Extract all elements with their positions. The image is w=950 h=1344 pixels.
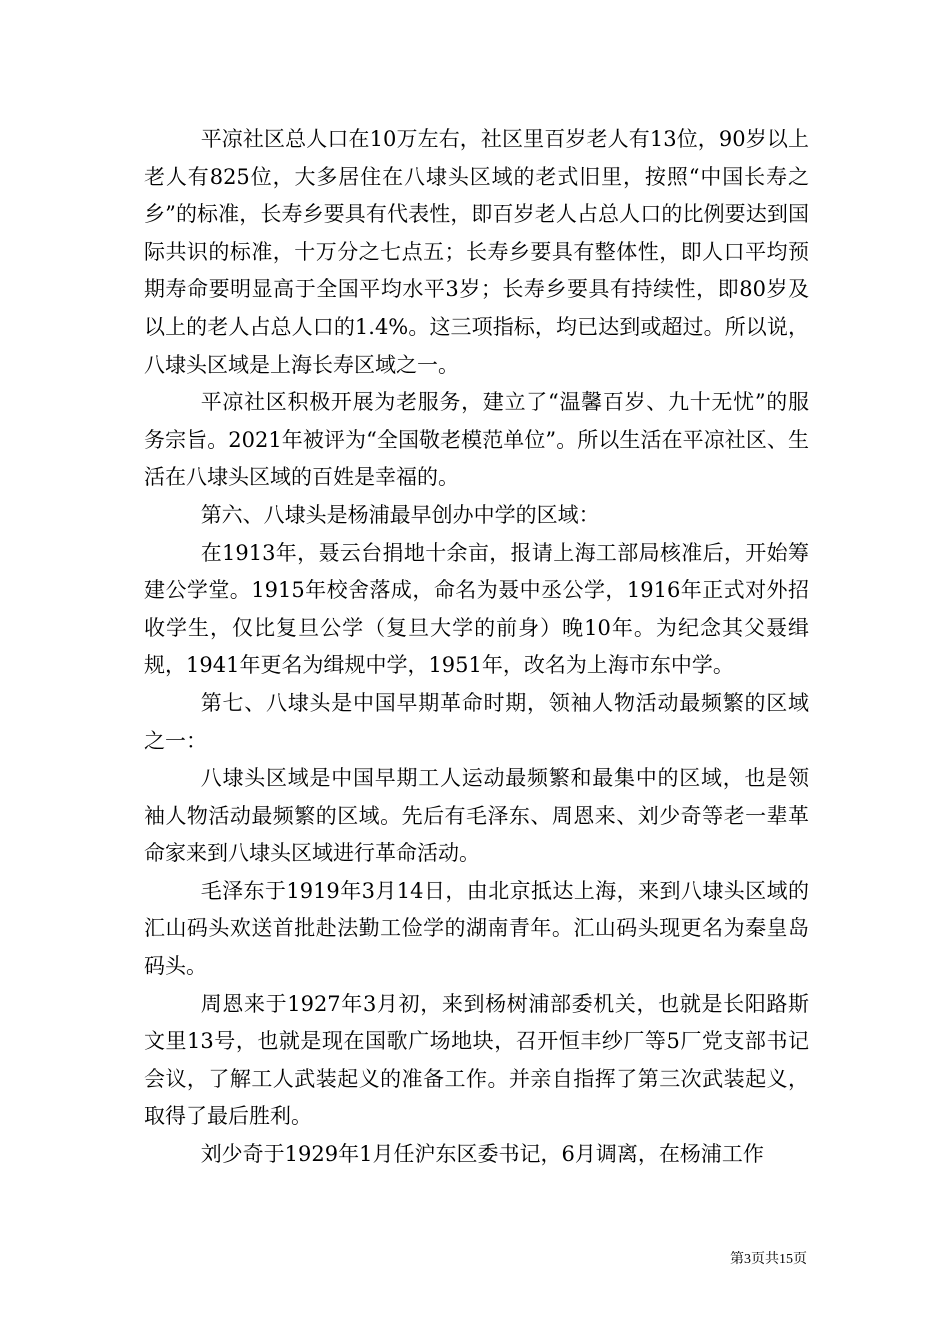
page-number-middle: 页共 [751,1251,779,1267]
current-page-number: 3 [744,1252,751,1267]
page-number-suffix: 页 [793,1251,807,1267]
paragraph: 毛泽东于1919年3月14日，由北京抵达上海，来到八埭头区域的汇山码头欢送首批赴法勤工俭学的湖南青年。汇山码头现更名为秦皇岛码头。 [144,878,809,979]
total-page-count: 15 [779,1252,793,1267]
paragraph: 刘少奇于1929年1月任沪东区委书记，6月调离，在杨浦工作 [200,1142,764,1167]
document-body [144,121,809,1174]
paragraph: 平凉社区积极开展为老服务，建立了“温馨百岁、九十无忧”的服务宗旨。2021年被评为“全国敬老模范单位”。所以生活在平凉社区、生活在八埭头区域的百姓是幸福的。 [144,390,809,490]
paragraph: 平凉社区总人口在10万左右，社区里百岁老人有13位，90岁以上老人有825位，大多居住在八埭头区域的老式旧里，按照“中国长寿之乡”的标准，长寿乡要具有代表性，即百岁老人占总人口的比例要达到国际共识的标准，十万分之七点五；长寿乡要具有整体性，即人口平均预期寿命要明显高于全国平均水平3岁；长寿乡要具有持续性，即80岁及以上的老人占总人口的1.4%。这三项指标，均已达到或超过。所以说，八埭头区域是上海长寿区域之一。 [144,127,809,377]
page-number-prefix: 第 [730,1251,744,1267]
page-footer [730,1250,807,1269]
paragraph: 第七、八埭头是中国早期革命时期，领袖人物活动最频繁的区域之一： [144,690,809,753]
paragraph: 第六、八埭头是杨浦最早创办中学的区域： [200,502,600,527]
paragraph: 八埭头区域是中国早期工人运动最频繁和最集中的区域，也是领袖人物活动最频繁的区域。先后有毛泽东、周恩来、刘少奇等老一辈革命家来到八埭头区域进行革命活动。 [144,766,809,866]
paragraph: 在1913年，聂云台捐地十余亩，报请上海工部局核准后，开始筹建公学堂。1915年校舍落成，命名为聂中丞公学，1916年正式对外招收学生，仅比复旦公学（复旦大学的前身）晚10年。为纪念其父聂缉规，1941年更名为缉规中学，1951年，改名为上海市东中学。 [144,540,809,678]
paragraph: 周恩来于1927年3月初，来到杨树浦部委机关，也就是长阳路斯文里13号，也就是现在国歌广场地块，召开恒丰纱厂等5厂党支部书记会议，了解工人武装起义的准备工作。并亲自指挥了第三次武装起义，取得了最后胜利。 [144,991,809,1129]
